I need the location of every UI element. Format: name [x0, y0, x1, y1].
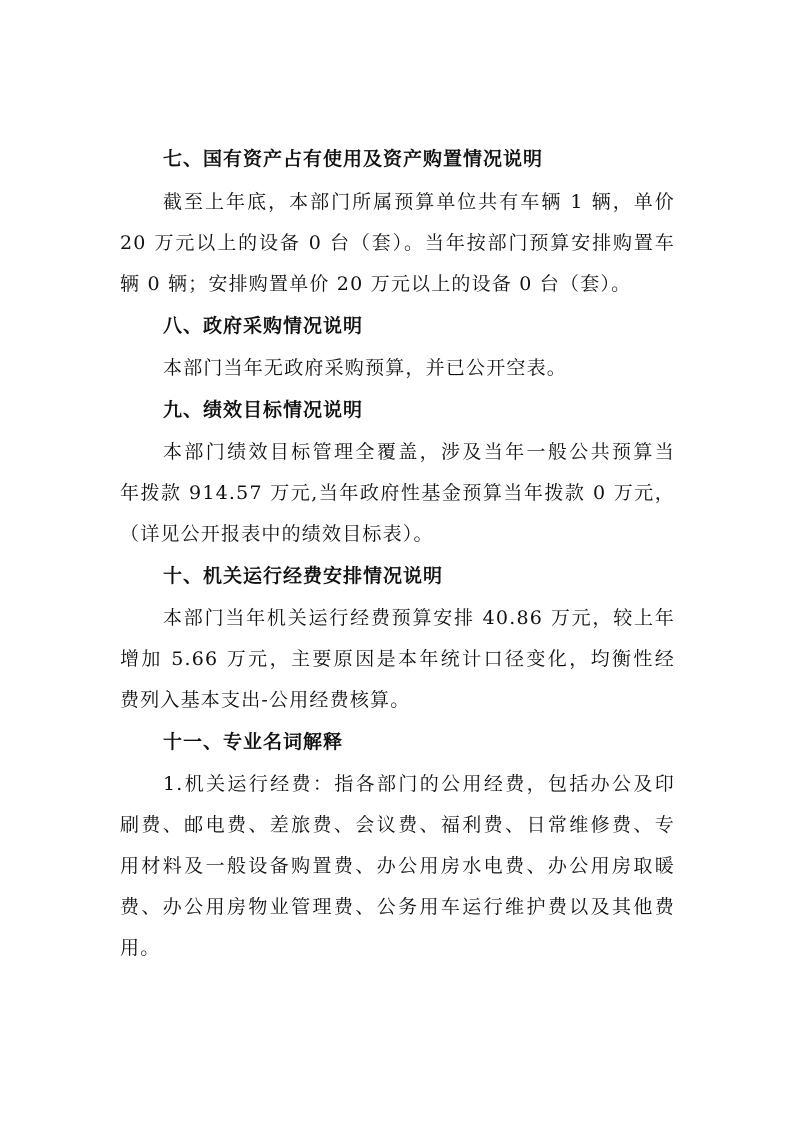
paragraph-line: 用。 — [120, 937, 161, 959]
paragraph-line: 刷费、邮电费、差旅费、会议费、福利费、日常维修费、专 — [120, 814, 675, 836]
paragraph-line: 用材料及一般设备购置费、办公用房水电费、办公用房取暖 — [120, 855, 675, 877]
paragraph-line: 费、办公用房物业管理费、公务用车运行维护费以及其他费 — [120, 896, 675, 918]
paragraph-line: 1.机关运行经费：指各部门的公用经费，包括办公及印 — [163, 773, 675, 795]
paragraph-line: （详见公开报表中的绩效目标表）。 — [120, 523, 434, 545]
paragraph-line: 本部门当年无政府采购预算，并已公开空表。 — [163, 357, 568, 379]
paragraph-line: 费列入基本支出-公用经费核算。 — [120, 689, 411, 711]
section-heading-procurement: 八、政府采购情况说明 — [163, 315, 364, 337]
paragraph-line: 辆 0 辆；安排购置单价 20 万元以上的设备 0 台（套）。 — [120, 273, 632, 295]
paragraph-line: 20 万元以上的设备 0 台（套）。当年按部门预算安排购置车 — [120, 232, 675, 254]
section-heading-assets: 七、国有资产占有使用及资产购置情况说明 — [163, 148, 544, 170]
paragraph-line: 本部门当年机关运行经费预算安排 40.86 万元，较上年 — [163, 607, 675, 629]
section-heading-glossary: 十一、专业名词解释 — [163, 731, 344, 753]
paragraph-line: 截至上年底，本部门所属预算单位共有车辆 1 辆，单价 — [163, 191, 675, 213]
paragraph-line: 年拨款 914.57 万元,当年政府性基金预算当年拨款 0 万元， — [120, 482, 675, 504]
paragraph-line: 本部门绩效目标管理全覆盖，涉及当年一般公共预算当 — [163, 441, 675, 463]
paragraph-line: 增加 5.66 万元，主要原因是本年统计口径变化，均衡性经 — [120, 648, 675, 670]
section-heading-performance: 九、绩效目标情况说明 — [163, 399, 364, 421]
section-heading-operating-costs: 十、机关运行经费安排情况说明 — [163, 565, 444, 587]
